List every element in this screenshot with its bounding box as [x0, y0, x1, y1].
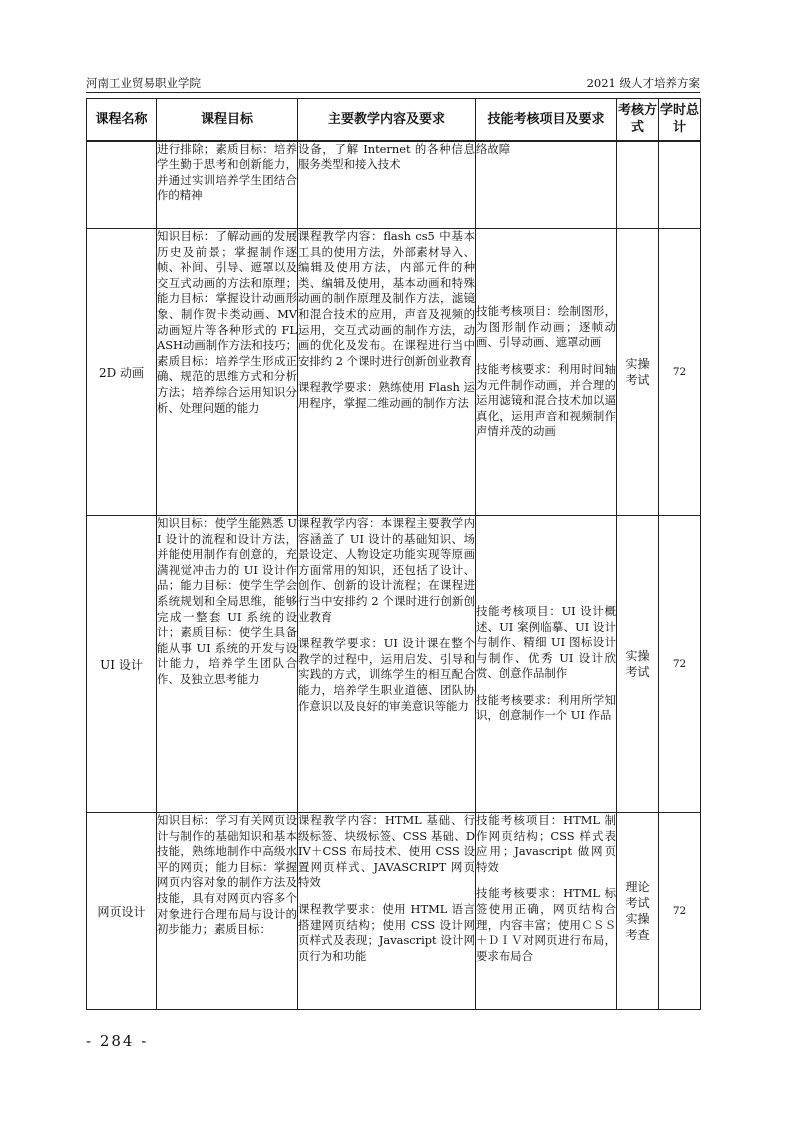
course-content	[298, 813, 476, 1010]
course-content	[298, 141, 476, 229]
col-header-exam: 考核方式	[617, 99, 659, 141]
skill-requirement-text: 技能考核要求：利用时间轴为元件制作动画，并合理的运用滤镜和混合技术加以逼真化，运用声音和视频制作声情并茂的动画	[476, 361, 616, 439]
course-hours: 72	[659, 516, 701, 813]
goal-text: 进行排除；素质目标：培养学生勤于思考和创新能力，并通过实训培养学生团结合作的精神	[157, 141, 297, 203]
course-skill	[476, 813, 617, 1010]
course-skill	[476, 229, 617, 516]
exam-line: 考试	[625, 373, 650, 387]
skill-requirement-text: 技能考核要求：HTML 标签使用正确，网页结构合理，内容丰富；使用ＣＳＳ＋ＤＩＶ对网页进行布局，要求布局合	[476, 886, 616, 963]
table-row	[87, 516, 701, 813]
goal-text: 知识目标：使学生能熟悉 UI 设计的流程和设计方法，并能使用制作有创意的，充满视觉冲击力的 UI 设计作品；能力目标：使学生学会系统规划和全局思维，能够完成一整套 UI 系统的设计；素质目标：使学生具备能从事 UI 系统的开发与设计能力，培养学生团队合作、及独立思考能力	[157, 516, 297, 686]
exam-line: 实操	[625, 649, 650, 663]
content-text: 课程教学内容：本课程主要教学内容涵盖了 UI 设计的基础知识、场景设定、人物设定功能实现等原画方面常用的知识，还包括了设计、创作、创新的设计流程；在课程进行当中安排约 2 个课时进行创新创业教育	[298, 516, 475, 624]
goal-text: 知识目标：了解动画的发展历史及前景；掌握制作逐帧、补间、引导、遮罩以及交互式动画的方法和原理；能力目标：掌握设计动画形象、制作贺卡类动画、MV动画短片等各种形式的 FLASH动画制作方法和技巧；素质目标：培养学生形成正确、规范的思维方式和分析方法；培养综合运用知识分析、处理问题的能力	[157, 229, 297, 415]
course-exam	[617, 813, 659, 1010]
col-header-content: 主要教学内容及要求	[298, 99, 476, 141]
exam-line: 考试	[625, 665, 650, 679]
table-row	[87, 813, 701, 1010]
table-row	[87, 229, 701, 516]
course-name: UI 设计	[87, 516, 157, 813]
header-program: 2021 级人才培养方案	[586, 76, 700, 90]
skill-requirement-text: 技能考核要求：利用所学知识，创意制作一个 UI 作品	[476, 692, 616, 723]
skill-text: 络故障	[476, 141, 511, 156]
course-table	[86, 98, 701, 1010]
col-header-hours: 学时总计	[659, 99, 701, 141]
skill-text: 技能考核项目：HTML 制作网页结构；CSS 样式表应用；Javascript 做网页特效	[476, 813, 616, 874]
course-skill	[476, 141, 617, 229]
skill-text: 技能考核项目：绘制图形，为图形制作动画；逐帧动画、引导动画、遮罩动画	[476, 304, 616, 350]
header-institution: 河南工业贸易职业学院	[86, 76, 201, 90]
course-content	[298, 229, 476, 516]
course-skill	[476, 516, 617, 813]
course-name: 网页设计	[87, 813, 157, 1010]
content-requirement-text: 课程教学要求：使用 HTML 语言搭建网页结构；使用 CSS 设计网页样式及表现；Javascript 设计网页行为和功能	[298, 901, 475, 963]
content-requirement-text: 课程教学要求：熟练使用 Flash 运用程序，掌握二维动画的制作方法	[298, 380, 475, 410]
course-goal	[157, 141, 298, 229]
skill-text: 技能考核项目：UI 设计概述、UI 案例临摹、UI 设计与制作、精细 UI 图标设计与制作、优秀 UI 设计欣赏、创意作品制作	[476, 603, 616, 681]
header-rule	[86, 92, 700, 93]
course-exam	[617, 141, 659, 229]
course-hours: 72	[659, 229, 701, 516]
course-goal	[157, 516, 298, 813]
table-row	[87, 141, 701, 229]
course-content	[298, 516, 476, 813]
course-goal	[157, 229, 298, 516]
course-goal	[157, 813, 298, 1010]
col-header-goal: 课程目标	[157, 99, 298, 141]
course-hours	[659, 141, 701, 229]
course-name	[87, 141, 157, 229]
goal-text: 知识目标：学习有关网页设计与制作的基础知识和基本技能，熟练地制作中高级水平的网页；能力目标：掌握网页内容对象的制作方法及技能，具有对网页内容多个对象进行合理布局与设计的初步能力；素质目标：	[157, 813, 297, 937]
content-requirement-text: 课程教学要求：UI 设计课在整个教学的过程中，运用启发、引导和实践的方式，训练学生的相互配合能力，培养学生职业道德、团队协作意识以及良好的审美意识等能力	[298, 636, 475, 713]
course-exam	[617, 516, 659, 813]
course-hours: 72	[659, 813, 701, 1010]
col-header-course-name: 课程名称	[87, 99, 157, 141]
table-header-row	[87, 99, 701, 141]
exam-line: 考试	[625, 896, 650, 910]
content-text: 课程教学内容：HTML 基础、行级标签、块级标签、CSS 基础、DIV＋CSS 布局技术、使用 CSS 设置网页样式、JAVASCRIPT 网页特效	[298, 813, 475, 890]
page-number: - 284 -	[86, 1032, 149, 1050]
page-header	[86, 74, 700, 92]
exam-line: 实操	[625, 912, 650, 926]
exam-line: 实操	[625, 357, 650, 371]
col-header-skill: 技能考核项目及要求	[476, 99, 617, 141]
exam-line: 考查	[625, 928, 650, 942]
content-text: 课程教学内容：flash cs5 中基本工具的使用方法，外部素材导入、编辑及使用方法，内部元件的种类、编辑及使用，基本动画和特殊动画的制作原理及制作方法，滤镜和混合技术的应用，声音及视频的运用，交互式动画的制作方法，动画的优化及发布。在课程进行当中安排约 2 个课时进行创新创业教育	[298, 229, 475, 368]
exam-line: 理论	[625, 880, 650, 894]
course-exam	[617, 229, 659, 516]
course-name: 2D 动画	[87, 229, 157, 516]
content-text: 设备，了解 Internet 的各种信息服务类型和接入技术	[298, 141, 475, 172]
